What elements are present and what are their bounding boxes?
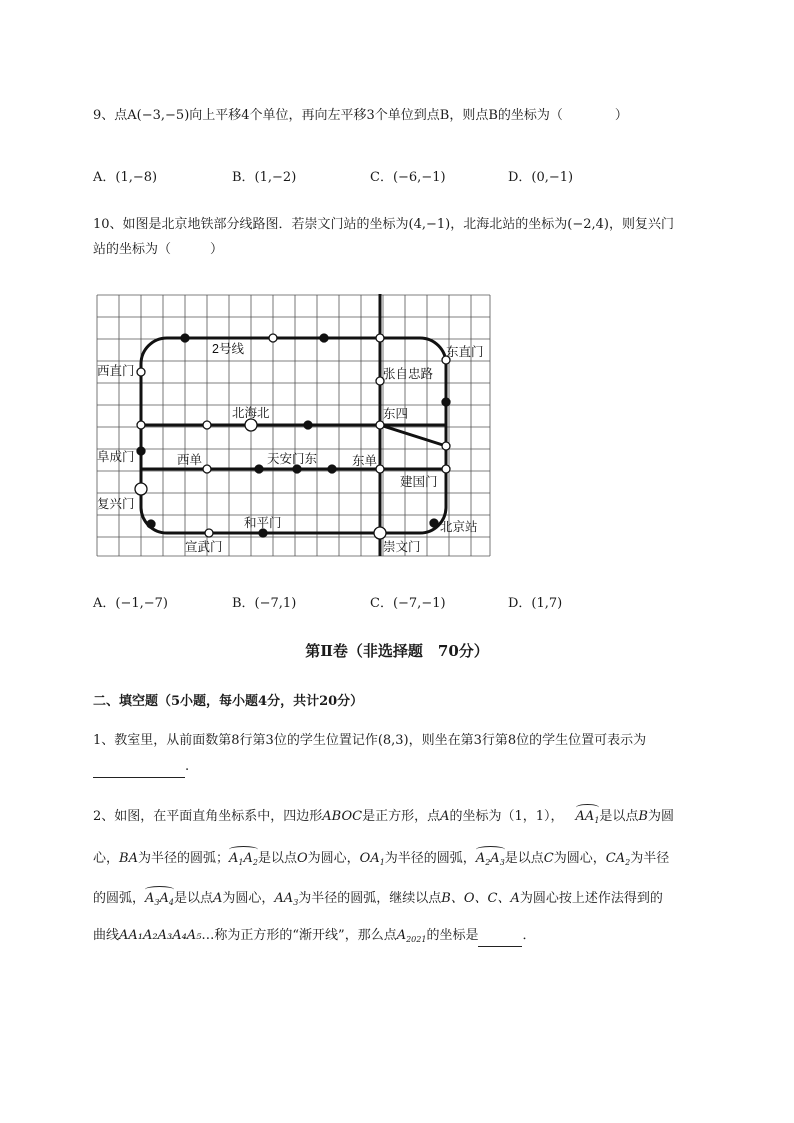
text: 曲线 [93,928,120,943]
text: 为半径 [630,851,670,866]
station-dot [442,442,450,450]
q10-option-b: B．(−7,1) [232,596,297,611]
var-b: B [638,809,648,824]
text: 为圆心按上述作法得到的 [519,891,663,906]
text: 是以点 [504,851,544,866]
label-xizhimen: 西直门 [97,364,135,378]
subscript: 2 [625,858,631,867]
var-c: C [543,851,554,866]
var-ba: BA [119,851,138,866]
var-abco: ABOC [322,809,363,824]
station-fuxingmen [135,483,147,495]
section-heading: 二、填空题（5小题，每小题4分，共计20分） [93,694,364,709]
label-chongwenmen: 崇文门 [383,540,421,554]
text: 是正方形，点 [362,809,441,824]
f2-line3 [93,889,663,913]
q9-option-a: A．(1,−8) [93,170,158,185]
text: 为半径的圆弧，继续以点 [298,891,442,906]
station-tiananmendong [293,465,301,473]
arc-letter: A [145,891,155,906]
station-dot [269,334,277,342]
arc-letter: A [159,891,169,906]
station-chongwenmen [374,527,386,539]
f2-line4 [93,926,535,950]
subscript: 4 [168,898,174,907]
station-hepingmen [259,529,267,537]
station-xuanwumen [205,529,213,537]
f2-line1 [93,807,674,831]
label-dongsi: 东四 [383,407,409,421]
station-dot [328,465,336,473]
subscript: 3 [499,858,505,867]
label-xidan: 西单 [177,453,203,467]
arc-letter: A [228,851,239,866]
label-fuchengmen: 阜成门 [97,450,135,464]
subscript: 1 [594,816,600,825]
subscript: 2 [252,858,258,867]
label-beihaibei: 北海北 [232,406,270,420]
text: 为圆心， [222,891,275,906]
label-xuanwumen: 宣武门 [185,540,223,554]
var-a: A [396,928,407,943]
text: ． [522,928,536,943]
text: 是以点 [173,891,213,906]
subway-map [96,294,492,558]
text: 为圆心， [553,851,606,866]
part2-heading: 第Ⅱ卷（非选择题 70分） [305,642,489,660]
q10-stem-line1: 10、如图是北京地铁部分线路图．若崇文门站的坐标为(4,−1)，北海北站的坐标为(−2,4)，则复兴门 [93,217,674,232]
var-o: O [296,851,308,866]
answer-blank [478,926,522,947]
f1-period: . [185,759,190,774]
var-curve: AA₁A₂A₃A₄A₅ [119,928,202,943]
station-dot [304,421,312,429]
text: 为半径的圆弧； [137,851,229,866]
f1-line2 [93,757,189,778]
stations [135,334,450,539]
label-dongzhimen: 东直门 [446,345,484,359]
var-ca: CA [605,851,626,866]
text: …称为正方形的“渐开线”，那么点 [201,928,397,943]
station-beijingzhan [430,519,438,527]
subway-lines [141,294,446,556]
text: 为圆心， [307,851,360,866]
station-xidan [203,465,211,473]
station-dot [442,398,450,406]
arc-a3a4 [145,889,174,913]
station-dot [320,334,328,342]
text: 为圆 [647,809,674,824]
var-oa: OA [359,851,380,866]
label-fuxingmen: 复兴门 [97,497,135,511]
text: 心， [93,851,120,866]
arc-a2a3 [476,849,505,873]
arc-letters: AA [575,809,595,824]
station-dot [255,465,263,473]
label-hepingmen: 和平门 [244,516,282,530]
arc-a1a2 [229,849,258,873]
q10-option-c: C．(−7,−1) [370,596,446,611]
text: 是以点 [599,809,639,824]
var-a: A [213,891,223,906]
subscript: 2021 [406,935,427,944]
q10-option-a: A．(−1,−7) [93,596,168,611]
var-a: A [440,809,450,824]
text: 是以点 [257,851,297,866]
label-zhangzizhonglu: 张自忠路 [383,367,434,381]
label-line2: 2号线 [212,342,244,356]
station-dot [137,421,145,429]
q9-option-d: D．(0,−1) [508,170,574,185]
station-beihaibei [245,419,257,431]
station-dot [203,421,211,429]
subscript: 3 [154,898,160,907]
subscript: 1 [238,858,244,867]
text: 2、如图，在平面直角坐标系中，四边形 [93,809,323,824]
q9-option-b: B．(1,−2) [232,170,297,185]
q10-option-d: D．(1,7) [508,596,563,611]
station-fuchengmen [137,447,145,455]
arc-letter: A [243,851,253,866]
answer-blank [93,757,185,778]
station-xizhimen [137,368,145,376]
text: 的坐标是 [426,928,479,943]
text: 的圆弧， [93,891,146,906]
station-jianguomen [442,465,450,473]
station-dot [147,520,155,528]
q9-option-c: C．(−6,−1) [370,170,446,185]
var-aa: AA [274,891,294,906]
arc-letter: A [475,851,486,866]
station-dongdan [376,465,384,473]
q9-stem: 9、点A(−3,−5)向上平移4个单位，再向左平移3个单位到点B，则点B的坐标为（ ） [93,108,628,123]
label-beijingzhan: 北京站 [440,520,478,534]
q10-stem-line2: 站的坐标为（ ） [93,242,224,257]
arc-aa1 [576,807,600,831]
label-tiananmendong: 天安门东 [267,452,318,466]
subscript: 2 [485,858,491,867]
arc-letter: A [490,851,500,866]
station-dot [376,334,384,342]
text: 为半径的圆弧， [384,851,476,866]
subscript: 1 [379,858,385,867]
label-dongdan: 东单 [352,454,378,468]
text: 的坐标为（1，1）， [449,809,564,824]
f1-line1: 1、教室里，从前面数第8行第3位的学生位置记作(8,3)，则坐在第3行第8位的学生位置可表示为 [93,733,647,748]
f2-line2 [93,849,669,873]
station-dot [181,334,189,342]
subscript: 3 [293,898,299,907]
line-branch [380,425,446,446]
station-dongsi [376,421,384,429]
label-jianguomen: 建国门 [400,475,438,489]
var-points: B、O、C、A [441,891,520,906]
